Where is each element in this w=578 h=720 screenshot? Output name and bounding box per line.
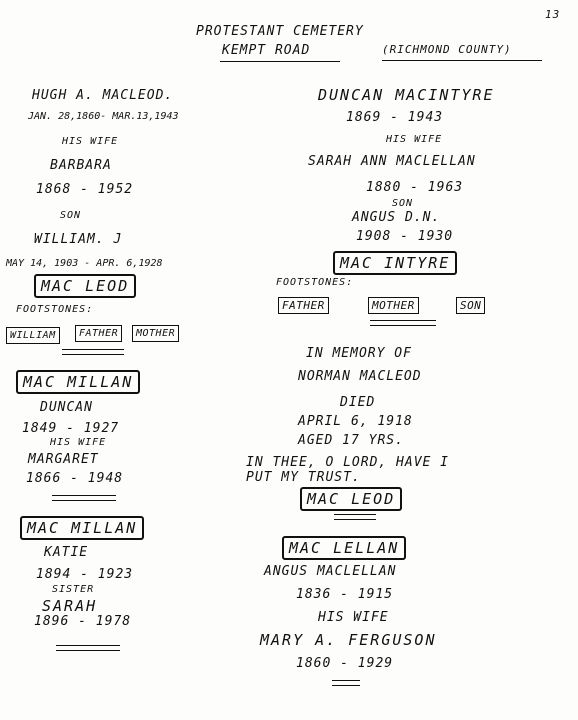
- cemetery-title: PROTESTANT CEMETERY: [196, 24, 364, 39]
- angus-dn-dates: 1908 - 1930: [356, 229, 454, 244]
- county-underline: [382, 60, 542, 61]
- separator-1: [62, 349, 124, 355]
- road-underline: [220, 61, 340, 62]
- his-wife-label-1: HIS WIFE: [62, 136, 119, 147]
- macleod-surname-box-right: MAC LEOD: [300, 487, 402, 511]
- angus-maclellan-name: ANGUS MACLELLAN: [264, 564, 397, 579]
- footstone-mother-right: MOTHER: [368, 297, 419, 314]
- mary-ferguson-name: MARY A. FERGUSON: [260, 631, 437, 649]
- duncan-name: DUNCAN: [40, 400, 93, 415]
- duncan-dates: 1849 - 1927: [22, 421, 120, 436]
- separator-4: [370, 320, 436, 326]
- angus-dn-name: ANGUS D.N.: [352, 210, 441, 225]
- inscription-line-2: PUT MY TRUST.: [246, 470, 361, 485]
- died-label: DIED: [340, 395, 376, 410]
- sarah-name: SARAH: [42, 597, 98, 615]
- margaret-dates: 1866 - 1948: [26, 471, 124, 486]
- footstone-son: SON: [456, 297, 485, 314]
- duncan-macintyre-dates: 1869 - 1943: [346, 110, 444, 125]
- katie-name: KATIE: [44, 545, 89, 560]
- footstone-mother-left: MOTHER: [132, 325, 179, 342]
- william-dates: MAY 14, 1903 - APR. 6,1928: [6, 258, 163, 269]
- hugh-macleod-dates: JAN. 28,1860- MAR.13,1943: [28, 111, 179, 122]
- son-label-2: SON: [392, 198, 414, 209]
- footstones-label-2: FOOTSTONES:: [276, 277, 354, 288]
- katie-dates: 1894 - 1923: [36, 567, 134, 582]
- sarah-dates: 1896 - 1978: [34, 614, 132, 629]
- separator-2: [52, 495, 116, 501]
- separator-3: [56, 645, 120, 651]
- macmillan-surname-box-1: MAC MILLAN: [16, 370, 140, 394]
- barbara-dates: 1868 - 1952: [36, 182, 134, 197]
- macintyre-surname-box: MAC INTYRE: [333, 251, 457, 275]
- barbara-name: BARBARA: [50, 158, 112, 173]
- angus-maclellan-dates: 1836 - 1915: [296, 587, 394, 602]
- page-number: 13: [545, 8, 561, 21]
- hugh-macleod-name: HUGH A. MACLEOD.: [32, 88, 174, 103]
- sarah-ann-maclellan-name: SARAH ANN MACLELLAN: [308, 154, 476, 169]
- margaret-name: MARGARET: [28, 452, 99, 467]
- in-memory-of: IN MEMORY OF: [306, 346, 412, 361]
- sarah-ann-dates: 1880 - 1963: [366, 180, 464, 195]
- inscription-line-1: IN THEE, O LORD, HAVE I: [246, 455, 450, 470]
- his-wife-label-3: HIS WIFE: [386, 134, 443, 145]
- sister-label: SISTER: [52, 584, 95, 595]
- his-wife-label-2: HIS WIFE: [50, 437, 107, 448]
- norman-macleod-name: NORMAN MACLEOD: [298, 369, 422, 384]
- william-name: WILLIAM. J: [34, 232, 123, 247]
- macleod-surname-box: MAC LEOD: [34, 274, 136, 298]
- died-date: APRIL 6, 1918: [298, 414, 413, 429]
- footstone-father-left: FATHER: [75, 325, 122, 342]
- mary-ferguson-dates: 1860 - 1929: [296, 656, 394, 671]
- footstones-label-1: FOOTSTONES:: [16, 304, 94, 315]
- aged: AGED 17 YRS.: [298, 433, 404, 448]
- footstone-father-right: FATHER: [278, 297, 329, 314]
- maclellan-surname-box: MAC LELLAN: [282, 536, 406, 560]
- his-wife-label-4: HIS WIFE: [318, 610, 389, 625]
- county-name: (RICHMOND COUNTY): [382, 43, 512, 56]
- duncan-macintyre-name: DUNCAN MACINTYRE: [318, 86, 495, 104]
- separator-5: [334, 514, 376, 520]
- road-name: KEMPT ROAD: [222, 43, 311, 58]
- son-label-1: SON: [60, 210, 82, 221]
- separator-6: [332, 680, 360, 686]
- macmillan-surname-box-2: MAC MILLAN: [20, 516, 144, 540]
- footstone-william: WILLIAM: [6, 327, 60, 344]
